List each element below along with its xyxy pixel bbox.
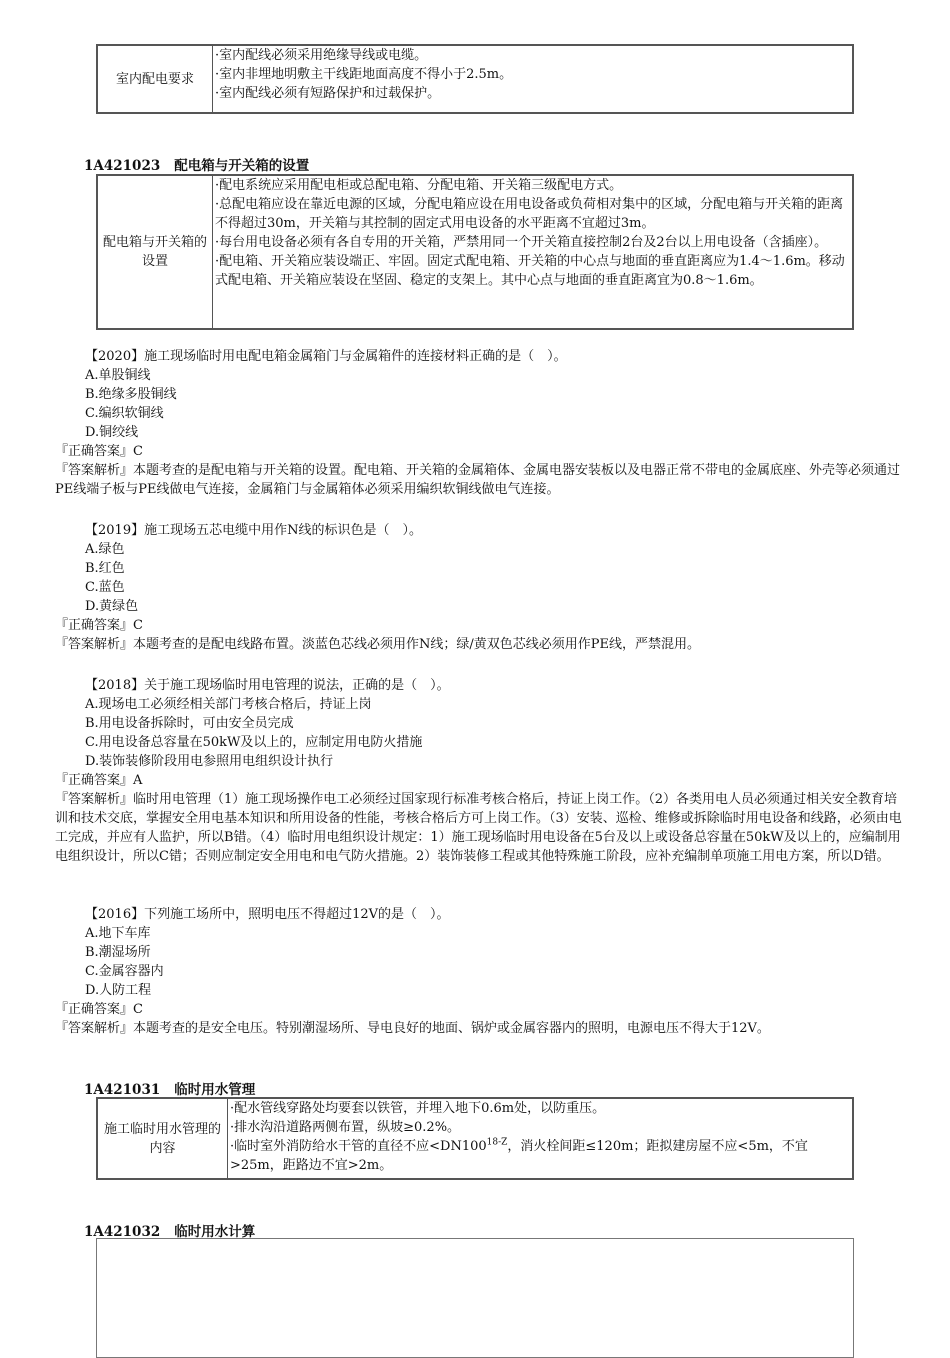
option: C.编织软铜线	[85, 406, 164, 421]
table-content	[213, 176, 852, 328]
option: B.潮湿场所	[85, 945, 151, 960]
answer-explanation: 『答案解析』临时用电管理（1）施工现场操作电工必须经过国家现行标准考核合格后，持证上岗工作。（2）各类用电人员必须通过相关安全教育培训和技术交底，掌握安全用电基本知识和所用设备的性能，考核合格后方可上岗工作。（3）安装、巡检、维修或拆除临时用电设备和线路，必须由电工完成，并应有人监护，所以B错。（4）临时用电组织设计规定：1）施工现场临时用电设备在5台及以上或设备总容量在50kW及以上的，应编制用电组织设计，所以C错；否则应制定安全用电和电气防火措施。2）装饰装修工程或其他特殊施工阶段，应补充编制单项施工用电方案，所以D错。	[55, 792, 902, 864]
correct-answer: 『正确答案』C	[55, 618, 143, 633]
table-content	[228, 1099, 852, 1178]
table-line: ·室内配线必须有短路保护和过载保护。	[215, 86, 441, 101]
correct-answer: 『正确答案』A	[55, 773, 143, 788]
section-title: 临时用水计算	[174, 1224, 256, 1240]
option: A.单股铜线	[85, 368, 151, 383]
answer-explanation: 『答案解析』本题考查的是配电线路布置。淡蓝色芯线必须用作N线；绿/黄双色芯线必须用作PE线，严禁混用。	[55, 637, 700, 652]
question-stem: 【2020】施工现场临时用电配电箱金属箱门与金属箱件的连接材料正确的是（ ）。	[85, 349, 567, 364]
option: B.用电设备拆除时，可由安全员完成	[85, 716, 294, 731]
table-line: ·配电箱、开关箱应装设端正、牢固。固定式配电箱、开关箱的中心点与地面的垂直距离应为1.4～1.6m。移动式配电箱、开关箱应装设在坚固、稳定的支架上。其中心点与地面的垂直距离宜为0.8～1.6m。	[215, 254, 845, 288]
option: A.现场电工必须经相关部门考核合格后，持证上岗	[85, 697, 372, 712]
table-line: ·总配电箱应设在靠近电源的区域，分配电箱应设在用电设备或负荷相对集中的区域，分配电箱与开关箱的距离不得超过30m，开关箱与其控制的固定式用电设备的水平距离不宜超过3m。	[215, 197, 844, 231]
section-heading	[84, 154, 309, 174]
table-content	[213, 46, 852, 112]
table-line: ·配水管线穿路处均要套以铁管，并埋入地下0.6m处，以防重压。	[230, 1101, 606, 1116]
line-text: ，消火栓间距≤120m；距拟建房屋不应<5m，不宜>25m，距路边不宜>2m。	[230, 1139, 808, 1173]
water-calc-table	[96, 1238, 854, 1358]
table-line	[230, 1137, 850, 1175]
table-line: ·室内配线必须采用绝缘导线或电缆。	[215, 48, 428, 63]
water-management-table	[96, 1097, 854, 1180]
question-stem: 【2016】下列施工场所中，照明电压不得超过12V的是（ ）。	[85, 907, 450, 922]
option: B.绝缘多股铜线	[85, 387, 177, 402]
table-line: ·排水沟沿道路两侧布置，纵坡≥0.2%。	[230, 1120, 461, 1135]
answer-explanation: 『答案解析』本题考查的是配电箱与开关箱的设置。配电箱、开关箱的金属箱体、金属电器安装板以及电器正常不带电的金属底座、外壳等必须通过PE线端子板与PE线做电气连接，金属箱门与金属箱体必须采用编织软铜线做电气连接。	[55, 463, 901, 497]
table-label: 室内配电要求	[98, 46, 213, 112]
question-stem: 【2019】施工现场五芯电缆中用作N线的标识色是（ ）。	[85, 523, 422, 538]
section-title: 临时用水管理	[174, 1082, 256, 1098]
section-heading	[84, 1220, 255, 1240]
option: B.红色	[85, 561, 125, 576]
section-title: 配电箱与开关箱的设置	[174, 158, 310, 174]
option: A.绿色	[85, 542, 125, 557]
indoor-wiring-table	[96, 44, 854, 114]
distribution-box-table	[96, 174, 854, 330]
table-label: 施工临时用水管理的内容	[98, 1099, 228, 1178]
section-code: 1A421023	[84, 158, 161, 174]
option: D.装饰装修阶段用电参照用电组织设计执行	[85, 754, 334, 769]
option: D.人防工程	[85, 983, 152, 998]
option: A.地下车库	[85, 926, 151, 941]
table-label: 配电箱与开关箱的设置	[98, 176, 213, 328]
option: C.用电设备总容量在50kW及以上的，应制定用电防火措施	[85, 735, 423, 750]
option: C.蓝色	[85, 580, 125, 595]
line-text: ·临时室外消防给水干管的直径不应<DN100	[230, 1139, 487, 1154]
table-line: ·室内非埋地明敷主干线距地面高度不得小于2.5m。	[215, 67, 513, 82]
superscript: 18-Z	[486, 1137, 508, 1148]
question-2019	[55, 521, 905, 654]
table-line: ·配电系统应采用配电柜或总配电箱、分配电箱、开关箱三级配电方式。	[215, 178, 623, 193]
question-stem: 【2018】关于施工现场临时用电管理的说法，正确的是（ ）。	[85, 678, 450, 693]
correct-answer: 『正确答案』C	[55, 444, 143, 459]
option: D.铜绞线	[85, 425, 139, 440]
option: C.金属容器内	[85, 964, 164, 979]
table-line: ·每台用电设备必须有各自专用的开关箱，严禁用同一个开关箱直接控制2台及2台以上用电设备（含插座）。	[215, 235, 828, 250]
correct-answer: 『正确答案』C	[55, 1002, 143, 1017]
section-code: 1A421031	[84, 1082, 161, 1098]
section-heading	[84, 1078, 255, 1098]
section-code: 1A421032	[84, 1224, 161, 1240]
answer-explanation: 『答案解析』本题考查的是安全电压。特别潮湿场所、导电良好的地面、锅炉或金属容器内的照明，电源电压不得大于12V。	[55, 1021, 770, 1036]
question-2020	[55, 347, 905, 499]
question-2018	[55, 676, 905, 866]
option: D.黄绿色	[85, 599, 139, 614]
question-2016	[55, 905, 905, 1038]
